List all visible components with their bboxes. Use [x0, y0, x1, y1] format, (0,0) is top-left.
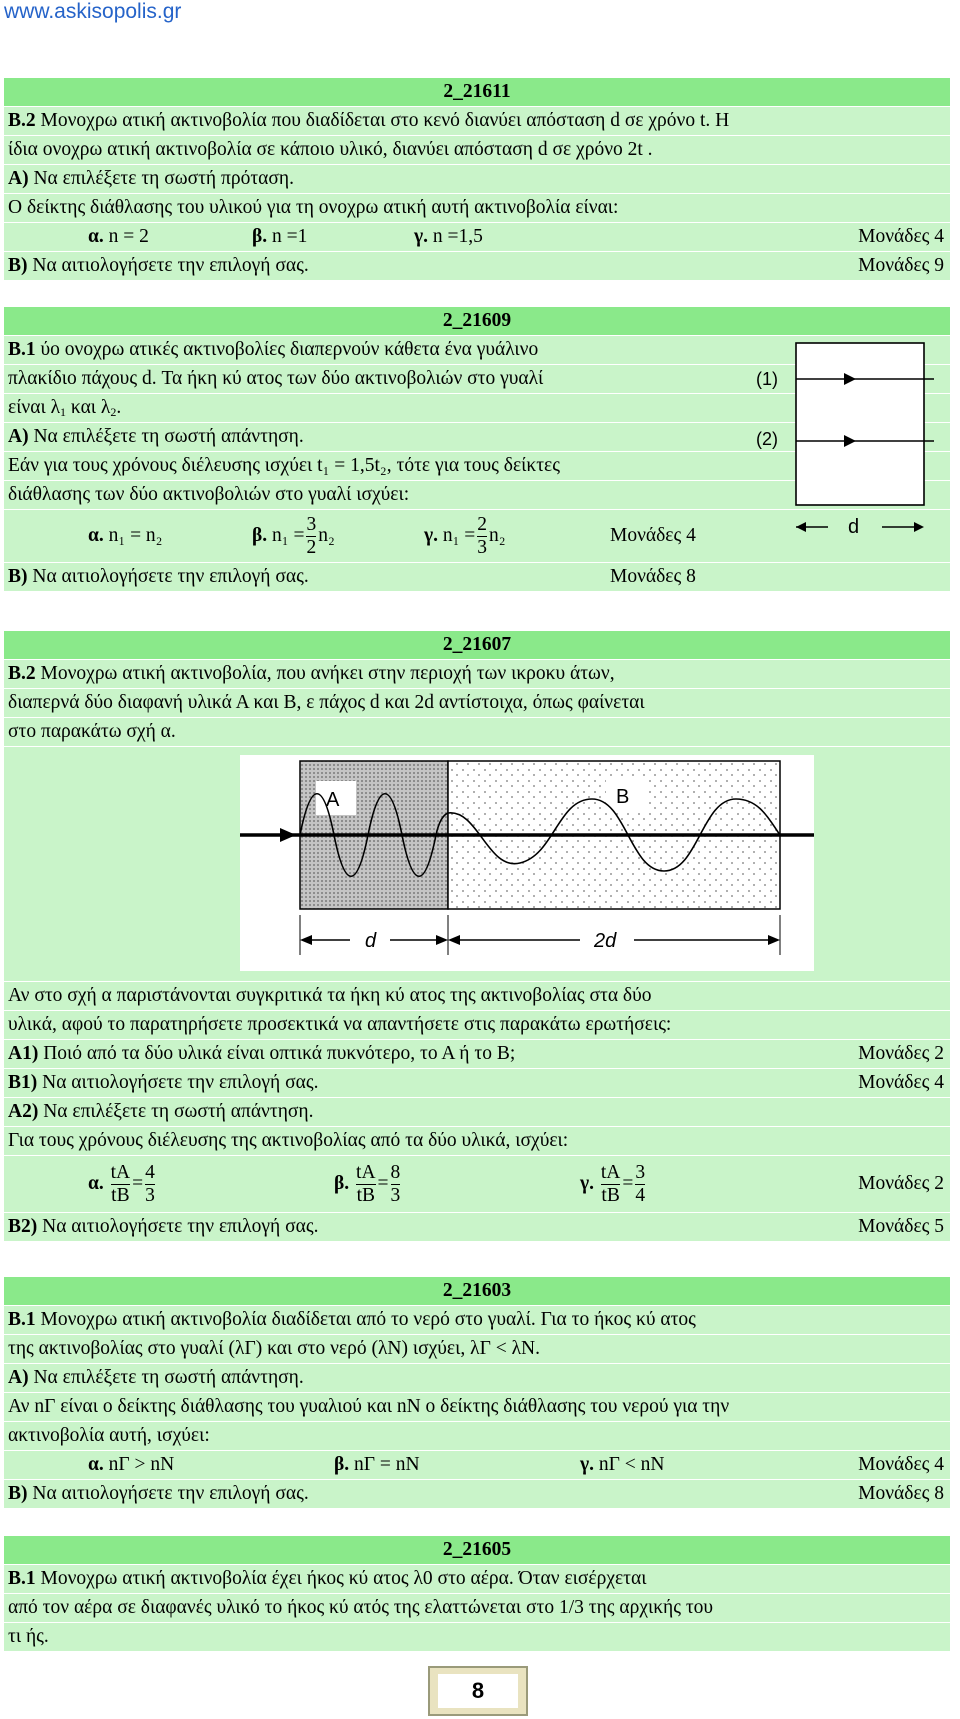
material-b-label: B [616, 786, 630, 808]
question-line: διάθλασης των δύο ακτινοβολιών στο γυαλί ισχύει: [4, 480, 950, 509]
marks: Μονάδες 2 [858, 1043, 944, 1064]
left-arrow-icon [796, 522, 806, 532]
question-line: Β2) Να αιτιολογήσετε την επιλογή σας. Μονάδες 5 [4, 1212, 950, 1241]
question-2-21611 [4, 78, 950, 280]
question-line: Ο δείκτης διάθλασης του υλικού για τη ονοχρω ατική αυτή ακτινοβολία είναι: [4, 193, 950, 222]
wave-figure [240, 755, 814, 971]
question-line: Αν nΓ είναι ο δείκτης διάθλασης του γυαλιού και nN ο δείκτης διάθλασης του νερού για την [4, 1392, 950, 1421]
question-2-21609 [4, 307, 950, 591]
question-id: 2_21605 [4, 1536, 950, 1564]
question-id: 2_21603 [4, 1277, 950, 1305]
marks: Μονάδες 4 [858, 1072, 944, 1093]
question-line: ίδια ονοχρω ατική ακτινοβολία σε κάποιο υλικό, διανύει απόσταση d σε χρόνο 2t . [4, 135, 950, 164]
question-line: Β) Να αιτιολογήσετε την επιλογή σας. Μονάδες 9 [4, 251, 950, 280]
question-2-21605 [4, 1536, 950, 1651]
question-line: στο παρακάτω σχή α. [4, 717, 950, 746]
question-id: 2_21611 [4, 78, 950, 106]
question-line: Β1) Να αιτιολογήσετε την επιλογή σας. Μονάδες 4 [4, 1068, 950, 1097]
question-line: Για τους χρόνους διέλευσης της ακτινοβολίας από τα δύο υλικά, ισχύει: [4, 1126, 950, 1155]
question-2-21607 [4, 631, 950, 1241]
thickness-label: d [848, 516, 860, 538]
question-line: Εάν για τους χρόνους διέλευσης ισχύει t₁ = 1,5t₂, τότε για τους δείκτες [4, 451, 950, 480]
question-line: Β.1 Μονοχρω ατική ακτινοβολία έχει ήκος κύ ατος λ0 στο αέρα. Όταν εισέρχεται [4, 1564, 950, 1593]
question-line: υλικά, αφού το παρατηρήσετε προσεκτικά να απαντήσετε στις παρακάτω ερωτήσεις: [4, 1010, 950, 1039]
question-line: Β.2 Μονοχρω ατική ακτινοβολία που διαδίδεται στο κενό διανύει απόσταση d σε χρόνο t. Η [4, 106, 950, 135]
site-url[interactable]: www.askisopolis.gr [4, 0, 182, 23]
question-line: Α1) Ποιό από τα δύο υλικά είναι οπτικά πυκνότερο, το Α ή το Β; Μονάδες 2 [4, 1039, 950, 1068]
slab-diagram [744, 341, 944, 541]
figure-row [4, 746, 950, 981]
question-line: Β) Να αιτιολογήσετε την επιλογή σας. Μονάδες 8 [4, 562, 950, 591]
question-line: της ακτινοβολίας στο γυαλί (λΓ) και στο νερό (λN) ισχύει, λΓ < λN. [4, 1334, 950, 1363]
marks: Μονάδες 8 [610, 566, 696, 587]
question-line: Α2) Να επιλέξετε τη σωστή απάντηση. [4, 1097, 950, 1126]
answer-options: α. n₁ = n₂ β. n₁ = $\frac{3}{2}$ n₂ γ. n₁ = $\frac{2}{3}$ n₂ Μονάδες 4 [4, 509, 950, 562]
answer-options: α. n = 2 β. n =1 γ. n =1,5 Μονάδες 4 [4, 222, 950, 251]
question-line: ακτινοβολία αυτή, ισχύει: [4, 1421, 950, 1450]
page-number-box [428, 1666, 528, 1716]
marks: Μονάδες 4 [858, 226, 944, 247]
page-number: 8 [438, 1674, 518, 1708]
thickness-a-label: d [365, 930, 377, 952]
marks: Μονάδες 4 [858, 1454, 944, 1475]
marks: Μονάδες 9 [858, 255, 944, 276]
marks: Μονάδες 2 [858, 1173, 944, 1194]
marks: Μονάδες 4 [610, 525, 696, 546]
question-line: τι ής. [4, 1622, 950, 1651]
question-line: είναι $\lambda_1$ και $\lambda_2$. [4, 393, 950, 422]
question-line: Α) Να επιλέξετε τη σωστή απάντηση. [4, 422, 950, 451]
question-line: Α) Να επιλέξετε τη σωστή απάντηση. [4, 1363, 950, 1392]
answer-options: α. $\frac{tA}{tB}$ = $\frac{4}{3}$ β. $\frac{tA}{tB}$ = $\frac{8}{3}$ γ. $\frac{tA}{tB}$ = $\frac{3}{4}$ Μονάδες 2 [4, 1155, 950, 1212]
question-line: Β) Να αιτιολογήσετε την επιλογή σας. Μονάδες 8 [4, 1479, 950, 1508]
question-line: Β.1 Μονοχρω ατική ακτινοβολία διαδίδεται από το νερό στο γυαλί. Για το ήκος κύ ατος [4, 1305, 950, 1334]
marks: Μονάδες 8 [858, 1483, 944, 1504]
question-line: Α) Να επιλέξετε τη σωστή πρόταση. [4, 164, 950, 193]
ray-label-1: (1) [756, 369, 778, 389]
ray-label-2: (2) [756, 429, 778, 449]
question-id: 2_21609 [4, 307, 950, 335]
question-line: Β.1 ύο ονοχρω ατικές ακτινοβολίες διαπερνούν κάθετα ένα γυάλινο [4, 335, 950, 364]
thickness-b-label: 2d [594, 930, 617, 952]
question-line: πλακίδιο πάχους d. Τα ήκη κύ ατος των δύο ακτινοβολιών στο γυαλί [4, 364, 950, 393]
question-line: από τον αέρα σε διαφανές υλικό το ήκος κύ ατός της ελαττώνεται στο 1/3 της αρχικής του [4, 1593, 950, 1622]
question-2-21603 [4, 1277, 950, 1508]
question-line: διαπερνά δύο διαφανή υλικά Α και Β, ε πάχος d και 2d αντίστοιχα, όπως φαίνεται [4, 688, 950, 717]
question-id: 2_21607 [4, 631, 950, 659]
question-line: Β.2 Μονοχρω ατική ακτινοβολία, που ανήκει στην περιοχή των ικροκυ άτων, [4, 659, 950, 688]
right-arrow-icon [914, 522, 924, 532]
answer-options: α. nΓ > nN β. nΓ = nN γ. nΓ < nN Μονάδες 4 [4, 1450, 950, 1479]
question-line: Αν στο σχή α παριστάνονται συγκριτικά τα ήκη κύ ατος της ακτινοβολίας στα δύο [4, 981, 950, 1010]
material-a-label: A [326, 789, 340, 811]
marks: Μονάδες 5 [858, 1216, 944, 1237]
